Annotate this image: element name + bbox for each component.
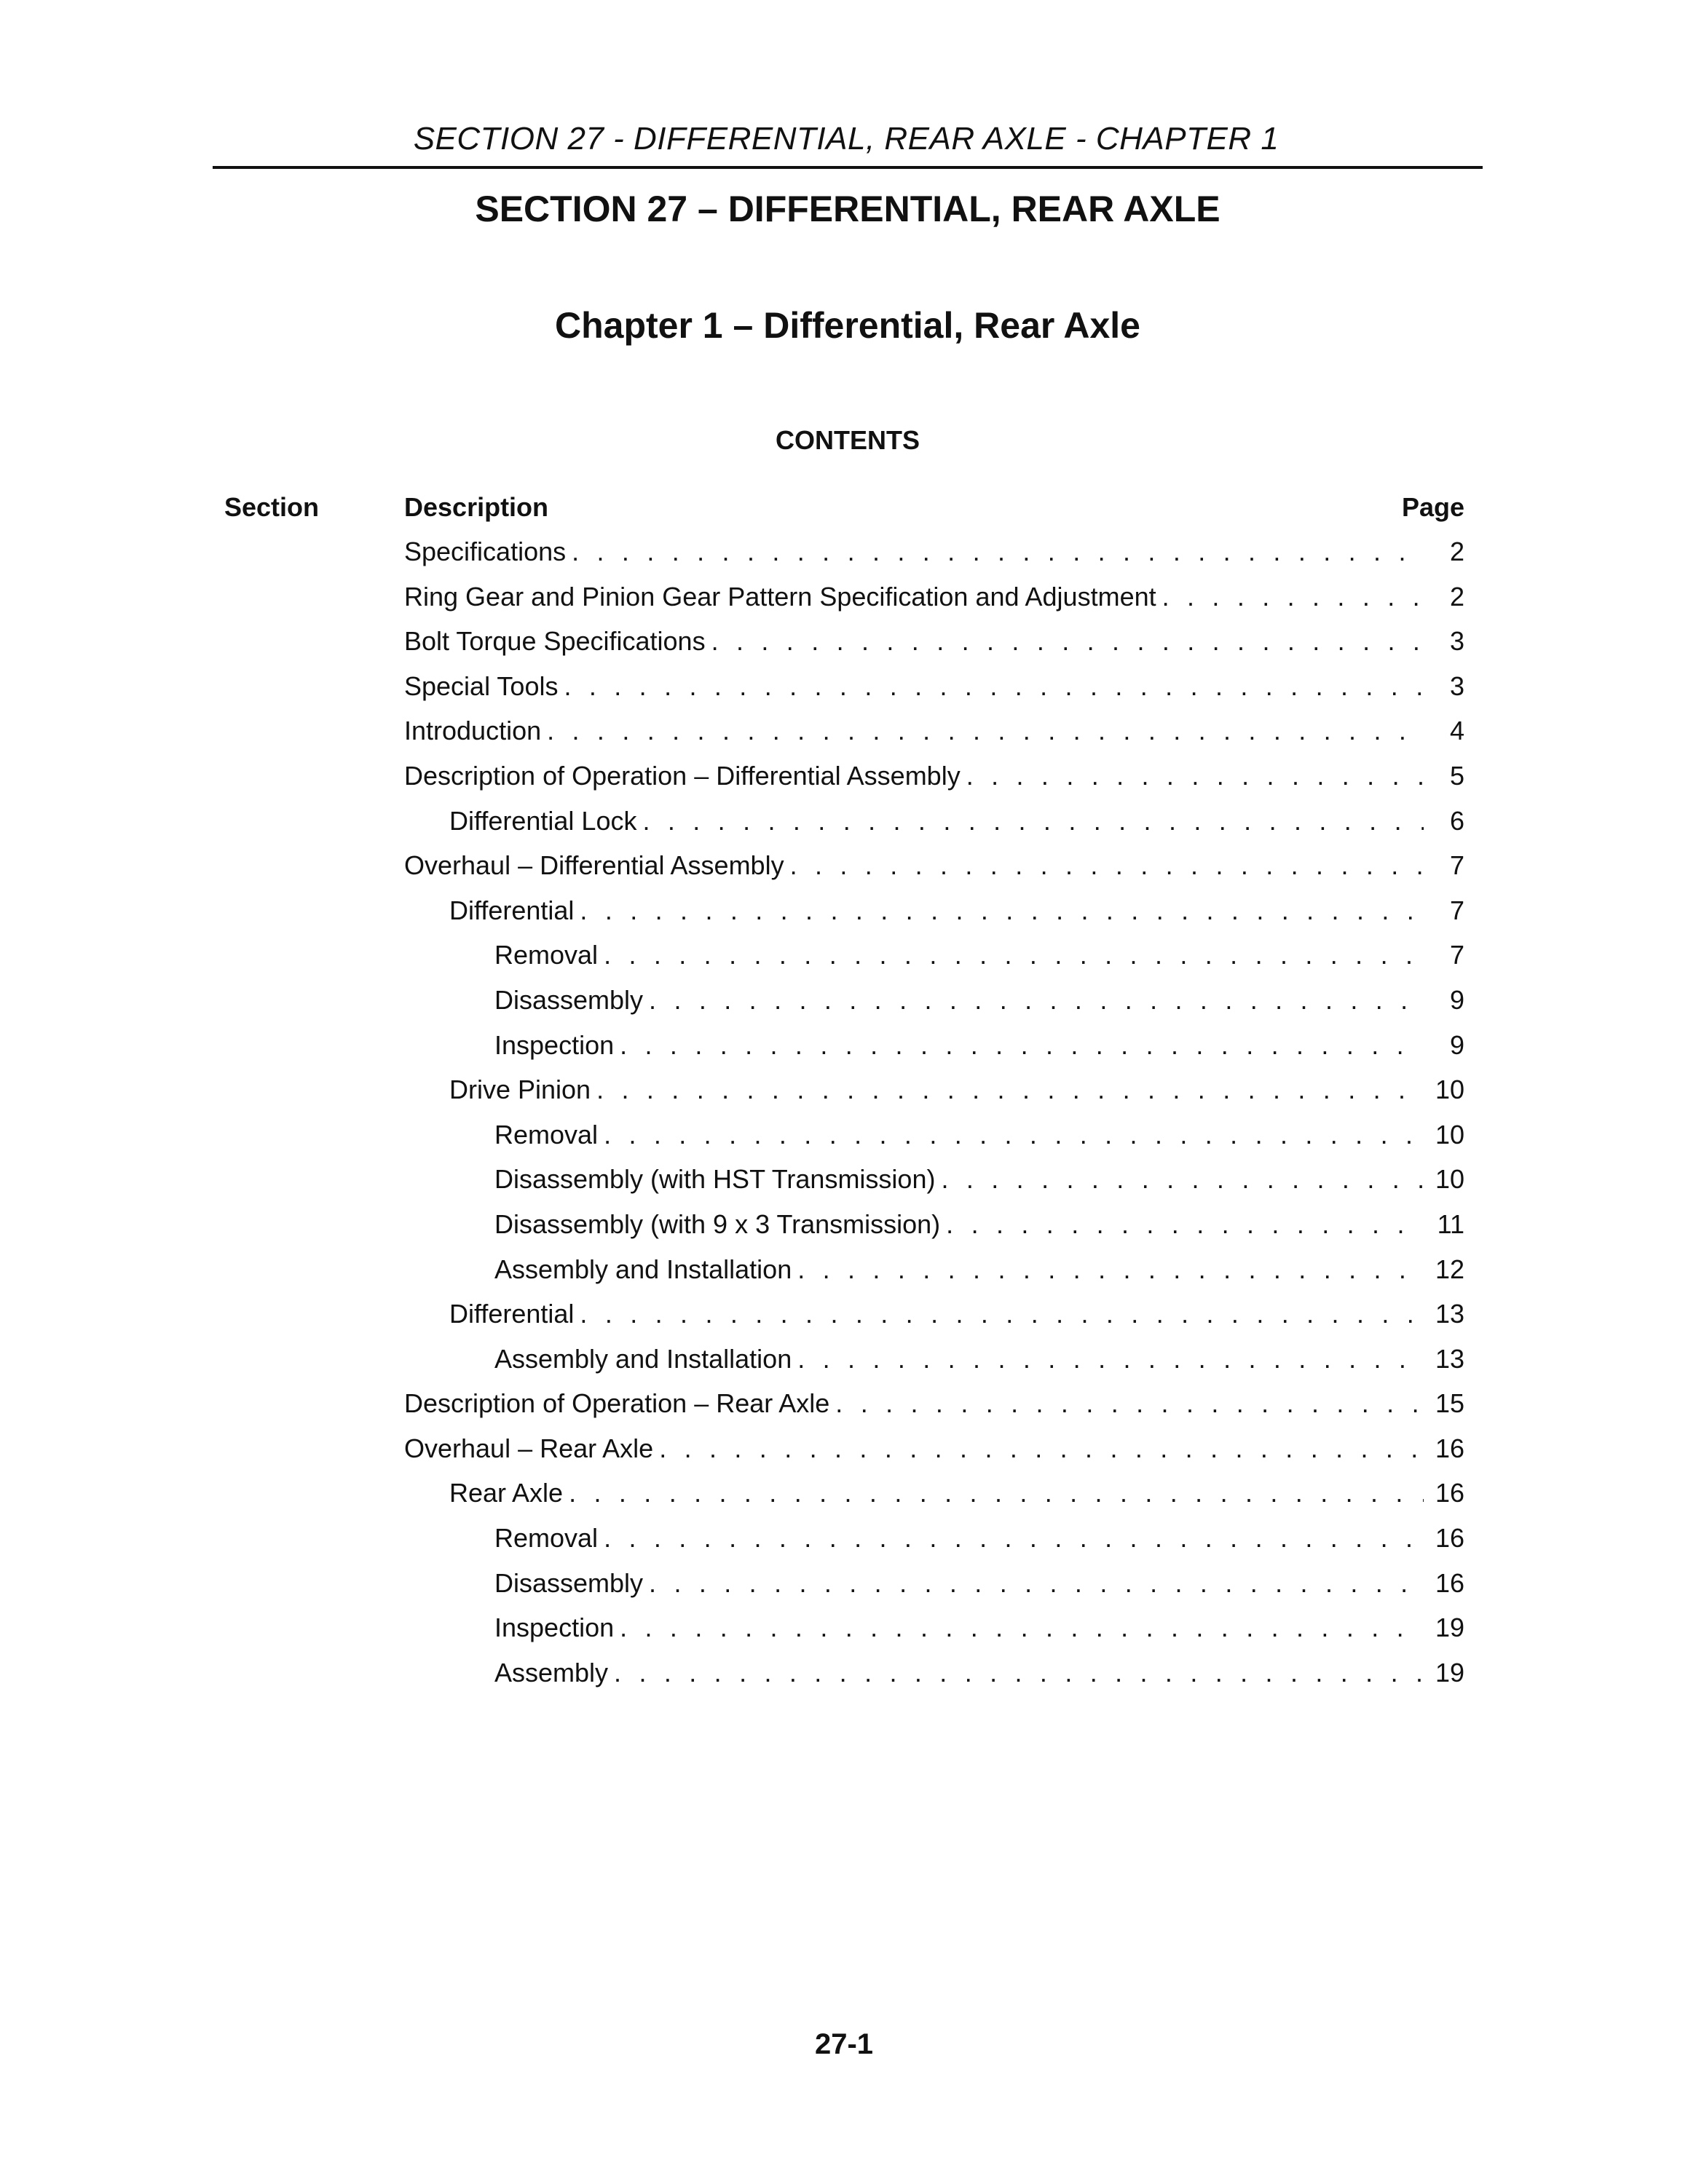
toc-entry [404, 1386, 1464, 1431]
toc-entry-label: Differential [449, 895, 575, 925]
toc-entry-page: 6 [1449, 805, 1464, 836]
toc-entry-page: 10 [1435, 1119, 1464, 1150]
toc-entry-page: 13 [1435, 1299, 1464, 1329]
toc-entry-page: 9 [1449, 984, 1464, 1015]
toc-entry-page: 10 [1435, 1075, 1464, 1105]
toc-entry-page: 2 [1449, 537, 1464, 566]
toc-entry-page: 9 [1449, 1029, 1464, 1060]
toc-entry-page: 12 [1435, 1254, 1464, 1284]
toc-dot-leader [572, 534, 1424, 569]
toc-entry-label: Inspection [494, 1613, 615, 1643]
toc-entry-page: 19 [1435, 1657, 1464, 1688]
toc-entry-page: 7 [1449, 940, 1464, 970]
toc-entry [404, 534, 1464, 579]
toc-entry [404, 1521, 1464, 1566]
toc-entry [404, 579, 1464, 625]
section-title: SECTION 27 – DIFFERENTIAL, REAR AXLE [475, 189, 1220, 229]
toc-entry-label: Inspection [494, 1029, 615, 1060]
toc-entry-label: Overhaul – Differential Assembly [404, 850, 784, 881]
header-divider [213, 166, 1483, 169]
toc-dot-leader [797, 1342, 1424, 1377]
toc-entry-label: Removal [494, 1119, 599, 1150]
toc-entry-label: Introduction [404, 716, 542, 746]
toc-dot-leader [604, 1521, 1424, 1556]
toc-entry [404, 669, 1464, 714]
toc-dot-leader [711, 624, 1424, 659]
toc-entry-label: Disassembly (with HST Transmission) [494, 1164, 936, 1195]
toc-entry-page: 16 [1435, 1567, 1464, 1598]
toc-entry [404, 1476, 1464, 1521]
toc-entry-label: Description of Operation – Rear Axle [404, 1388, 830, 1419]
running-header: SECTION 27 - DIFFERENTIAL, REAR AXLE - CHAPTER 1 [413, 121, 1279, 157]
toc-entry-page: 15 [1435, 1388, 1464, 1419]
toc-entry [404, 1207, 1464, 1252]
toc-dot-leader [620, 1028, 1424, 1063]
toc-entry-label: Removal [494, 940, 599, 970]
toc-entry [404, 1252, 1464, 1297]
toc-entry-page: 5 [1449, 760, 1464, 791]
column-header-section: Section [224, 492, 320, 522]
toc-dot-leader [966, 759, 1424, 794]
toc-dot-leader [604, 938, 1424, 973]
toc-dot-leader [1162, 579, 1424, 614]
toc-entry-label: Special Tools [404, 670, 559, 701]
toc-entry-label: Differential [449, 1299, 575, 1329]
toc-entry-label: Differential Lock [449, 805, 637, 836]
toc-entry-label: Disassembly (with 9 x 3 Transmission) [494, 1208, 941, 1239]
toc-entry-page: 11 [1437, 1208, 1464, 1239]
toc-entry-page: 7 [1449, 895, 1464, 925]
toc-dot-leader [649, 983, 1424, 1018]
toc-entry-page: 7 [1449, 850, 1464, 881]
toc-entry [404, 624, 1464, 669]
column-header-description: Description [404, 492, 549, 522]
toc-entry [404, 1028, 1464, 1073]
toc-dot-leader [642, 804, 1424, 839]
toc-entry-page: 3 [1449, 626, 1464, 657]
toc-entry-label: Ring Gear and Pinion Gear Pattern Specification and Adjustment [404, 581, 1156, 612]
toc-entry-page: 3 [1449, 670, 1464, 701]
toc-entry-page: 10 [1435, 1164, 1464, 1195]
toc-dot-leader [941, 1162, 1424, 1197]
toc-entry [404, 1342, 1464, 1387]
toc-entry [404, 1610, 1464, 1655]
toc-dot-leader [790, 848, 1424, 883]
toc-dot-leader [797, 1252, 1424, 1287]
toc-dot-leader [649, 1566, 1424, 1601]
toc-dot-leader [580, 893, 1424, 928]
toc-entry-page: 19 [1435, 1613, 1464, 1643]
toc-entry-label: Rear Axle [449, 1478, 564, 1508]
toc-entry-label: Removal [494, 1523, 599, 1554]
toc-entry [404, 1566, 1464, 1611]
toc-entry-page: 16 [1435, 1523, 1464, 1554]
toc-dot-leader [946, 1207, 1424, 1242]
toc-entry [404, 804, 1464, 849]
toc-dot-leader [614, 1655, 1424, 1690]
toc-dot-leader [620, 1610, 1424, 1645]
toc-entry [404, 713, 1464, 759]
toc-dot-leader [564, 669, 1424, 704]
column-header-page: Page [1401, 492, 1464, 522]
chapter-title: Chapter 1 – Differential, Rear Axle [555, 305, 1140, 346]
contents-heading: CONTENTS [776, 425, 920, 455]
toc-entry-page: 4 [1449, 716, 1464, 746]
toc-entry [404, 1655, 1464, 1701]
toc-entry-page: 13 [1435, 1343, 1464, 1374]
toc-entry [404, 1431, 1464, 1476]
toc-entry-label: Assembly and Installation [494, 1254, 792, 1284]
toc-entry-page: 16 [1435, 1478, 1464, 1508]
toc-entry-label: Description of Operation – Differential Assembly [404, 760, 961, 791]
toc-entry-label: Drive Pinion [449, 1075, 591, 1105]
toc-entry [404, 983, 1464, 1028]
toc-entry [404, 759, 1464, 804]
toc-dot-leader [659, 1431, 1424, 1466]
toc-entry [404, 1162, 1464, 1207]
toc-entry-page: 16 [1435, 1433, 1464, 1463]
toc-entry [404, 938, 1464, 983]
toc-entry-label: Disassembly [494, 1567, 644, 1598]
toc-entry-label: Assembly [494, 1657, 609, 1688]
toc-entry-label: Overhaul – Rear Axle [404, 1433, 654, 1463]
toc-entry [404, 893, 1464, 938]
toc-entry-label: Disassembly [494, 984, 644, 1015]
toc-entry-label: Specifications [404, 537, 567, 566]
page-number: 27-1 [814, 2028, 874, 2060]
toc-dot-leader [604, 1117, 1424, 1152]
toc-dot-leader [547, 713, 1424, 748]
toc-entry-label: Assembly and Installation [494, 1343, 792, 1374]
toc-dot-leader [580, 1297, 1424, 1332]
toc-dot-leader [596, 1072, 1424, 1107]
toc-entry-label: Bolt Torque Specifications [404, 626, 706, 657]
toc-entry [404, 1117, 1464, 1163]
toc-entry-page: 2 [1449, 581, 1464, 612]
toc-entry [404, 1297, 1464, 1342]
toc-dot-leader [835, 1386, 1424, 1421]
toc-entry [404, 848, 1464, 893]
toc-entry [404, 1072, 1464, 1117]
table-of-contents [404, 534, 1464, 1700]
toc-dot-leader [569, 1476, 1424, 1511]
